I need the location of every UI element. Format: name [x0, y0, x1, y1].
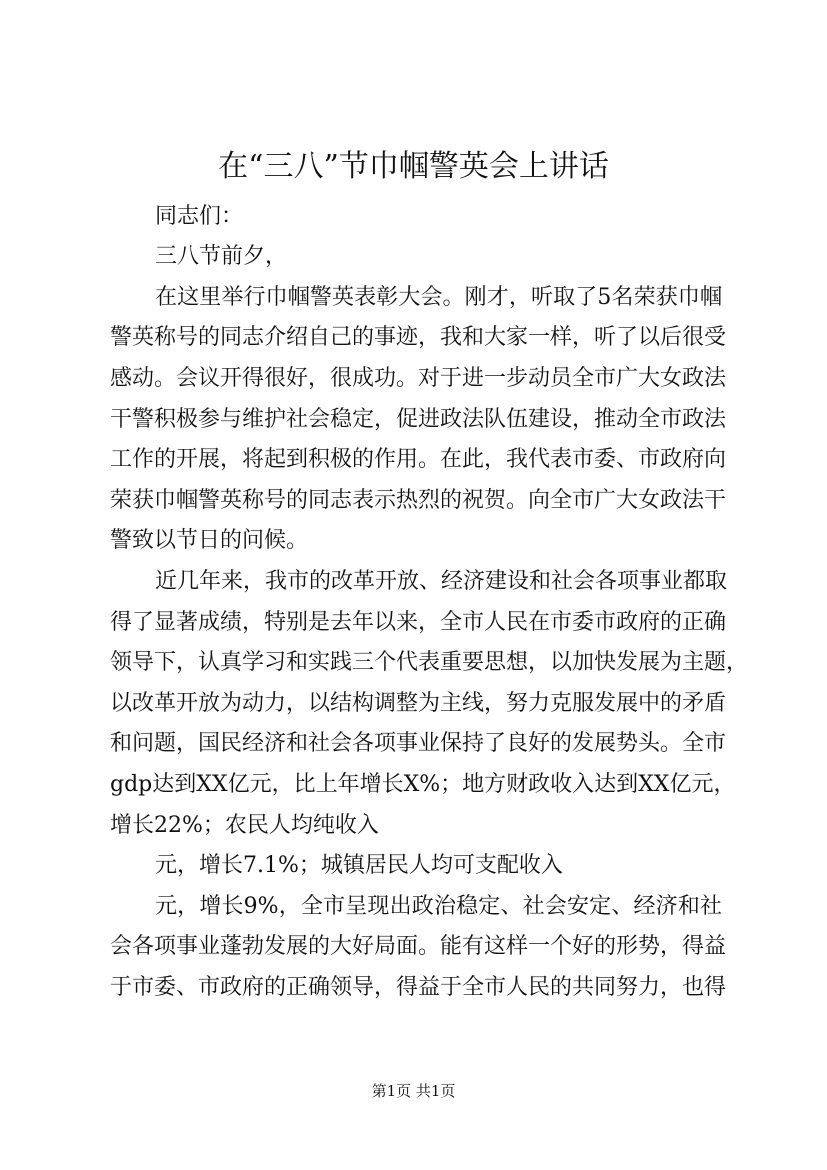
paragraph-line: 元，增长9%，全市呈现出政治稳定、社会安定、经济和社 [155, 894, 722, 919]
paragraph-line: 以改革开放为动力，以结构调整为主线，努力克服发展中的矛盾 [110, 691, 727, 716]
paragraph-line: 工作的开展，将起到积极的作用。在此，我代表市委、市政府向 [110, 447, 727, 472]
paragraph-line: 警英称号的同志介绍自己的事迹，我和大家一样，听了以后很受 [110, 325, 727, 350]
paragraph-line: 和问题，国民经济和社会各项事业保持了良好的发展势头。全市 [110, 731, 727, 756]
page-number-footer: 第1页 共1页 [371, 1082, 456, 1100]
paragraph-line: 于市委、市政府的正确领导，得益于全市人民的共同努力，也得 [110, 975, 727, 1000]
paragraph-line: 在这里举行巾帼警英表彰大会。刚才，听取了5名荣获巾帼 [155, 285, 722, 310]
paragraph-line: 增长22%；农民人均纯收入 [110, 813, 379, 838]
paragraph-line: 警致以节日的问候。 [110, 528, 309, 553]
paragraph-line: 会各项事业蓬勃发展的大好局面。能有这样一个好的形势，得益 [110, 934, 727, 959]
paragraph-line: 荣获巾帼警英称号的同志表示热烈的祝贺。向全市广大女政法干 [110, 488, 727, 513]
paragraph-line: 感动。会议开得很好，很成功。对于进一步动员全市广大女政法 [110, 366, 727, 391]
paragraph-line: 三八节前夕， [155, 244, 288, 269]
paragraph-line: 领导下，认真学习和实践三个代表重要思想，以加快发展为主题， [110, 650, 749, 675]
paragraph-line: 近几年来，我市的改革开放、经济建设和社会各项事业都取 [155, 569, 728, 594]
document-title: 在“三八”节巾帼警英会上讲话 [218, 149, 609, 184]
paragraph-line: 干警积极参与维护社会稳定，促进政法队伍建设，推动全市政法 [110, 407, 727, 432]
paragraph-line: 元，增长7.1%；城镇居民人均可支配收入 [155, 853, 563, 878]
paragraph-line: gdp达到XX亿元，比上年增长X%；地方财政收入达到XX亿元， [110, 772, 736, 797]
salutation: 同志们： [155, 204, 244, 229]
paragraph-line: 得了显著成绩，特别是去年以来，全市人民在市委市政府的正确 [110, 610, 727, 635]
